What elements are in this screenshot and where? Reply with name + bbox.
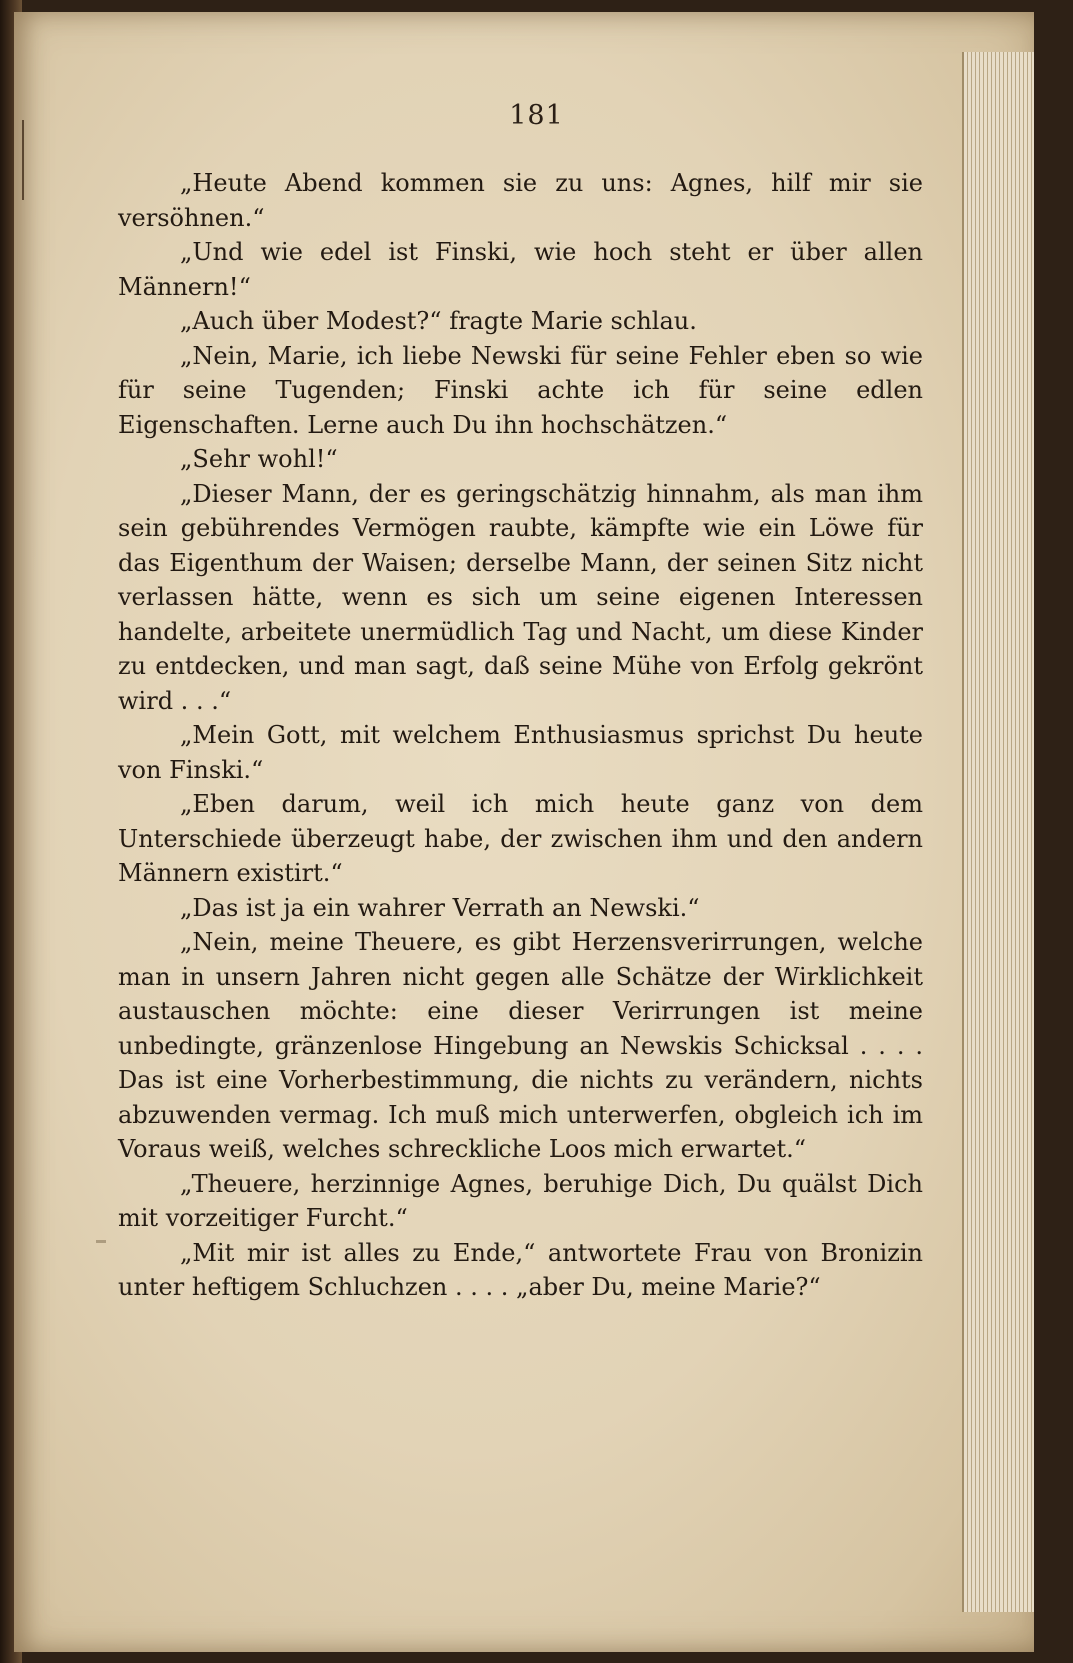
paragraph: „Theuere, herzinnige Agnes, beruhige Dich, Du quälst Dich mit vorzeitiger Furcht.“: [118, 1169, 923, 1232]
paragraph: „Auch über Modest?“ fragte Marie schlau.: [180, 307, 697, 335]
paper-blemish: [96, 1240, 106, 1243]
paragraph: „Sehr wohl!“: [180, 445, 338, 473]
page-text: [118, 166, 923, 1305]
paragraph: „Heute Abend kommen sie zu uns: Agnes, hilf mir sie versöhnen.“: [118, 169, 923, 232]
paragraph: „Mit mir ist alles zu Ende,“ antwortete Frau von Bronizin unter heftigem Schluchzen . . . . „aber Du, meine Marie?“: [118, 1238, 923, 1301]
paragraph: „Eben darum, weil ich mich heute ganz von dem Unterschiede überzeugt habe, der zwischen ihm und den andern Männern existirt.“: [118, 790, 923, 887]
spine-line: [22, 120, 24, 200]
paragraph: „Das ist ja ein wahrer Verrath an Newski.“: [180, 893, 700, 922]
paragraph: „Mein Gott, mit welchem Enthusiasmus sprichst Du heute von Finski.“: [118, 721, 923, 784]
paragraph: „Und wie edel ist Finski, wie hoch steht er über allen Männern!“: [118, 238, 923, 301]
paragraph: „Nein, meine Theuere, es gibt Herzensverirrungen, welche man in unsern Jahren nicht gegen alle Schätze der Wirklichkeit austauschen möchte: eine dieser Verirrungen ist meine unbedingte, gränzenlose Hingebung an Newskis Schicksal . . . . Das ist eine Vorherbestimmung, die nichts zu verändern, nichts abzuwenden vermag. Ich muß mich unterwerfen, obgleich ich im Voraus weiß, welches schreckliche Loos mich erwartet.“: [118, 928, 923, 1163]
page-fore-edge: [962, 52, 1034, 1612]
page-number: 181: [509, 100, 564, 131]
paragraph: „Nein, Marie, ich liebe Newski für seine Fehler eben so wie für seine Tugenden; Finski achte ich für seine edlen Eigenschaften. Lerne auch Du ihn hochschätzen.“: [118, 341, 923, 439]
paragraph: „Dieser Mann, der es geringschätzig hinnahm, als man ihm sein gebührendes Vermögen raubte, kämpfte wie ein Löwe für das Eigenthum der Waisen; derselbe Mann, der seinen Sitz nicht verlassen hätte, wenn es sich um seine eigenen Interessen handelte, arbeitete unermüdlich Tag und Nacht, um diese Kinder zu entdecken, und man sagt, daß seine Mühe von Erfolg gekrönt wird . . .“: [118, 479, 923, 715]
